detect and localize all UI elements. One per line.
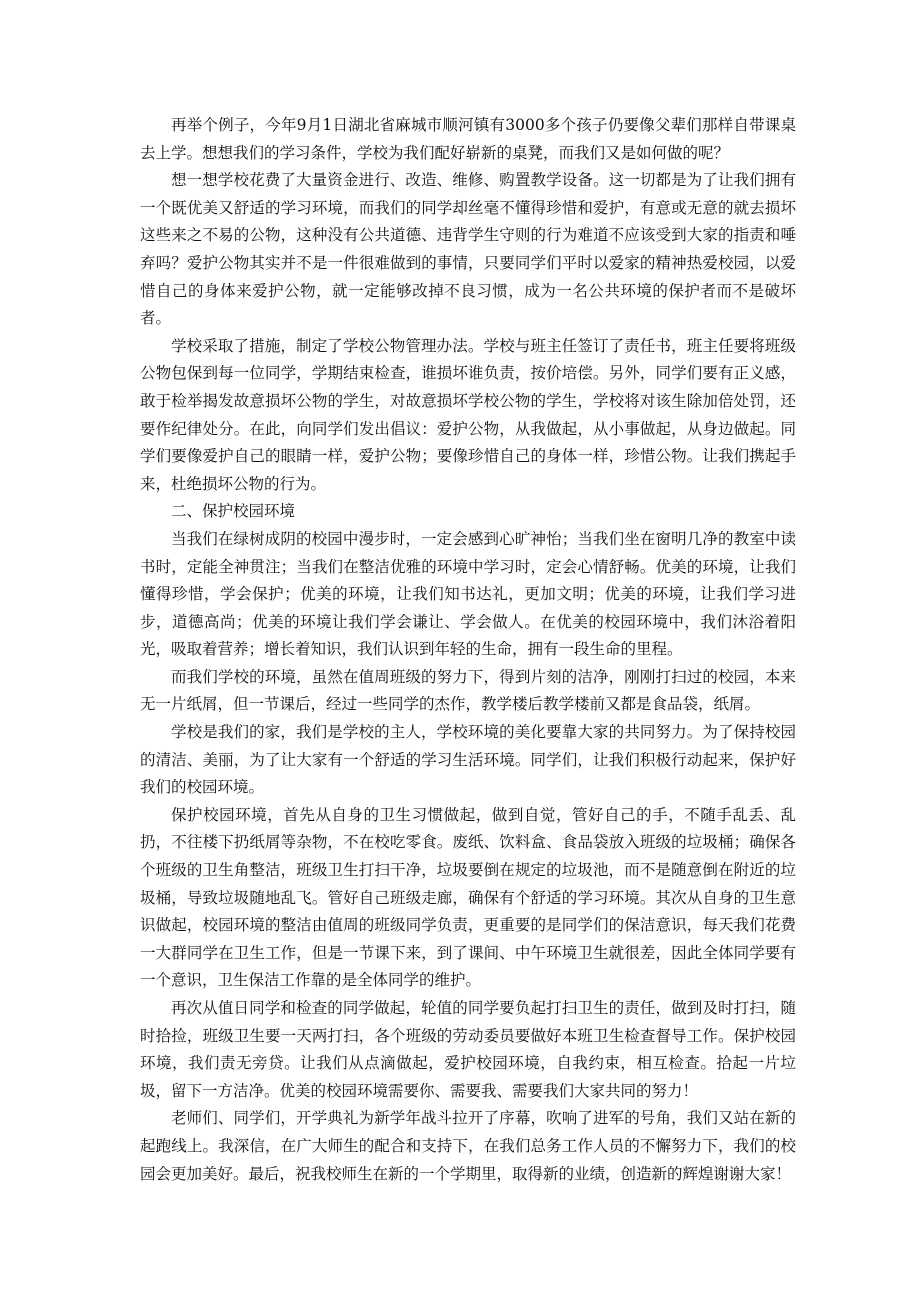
paragraph-hygiene-habits: 保护校园环境，首先从自身的卫生习惯做起，做到自觉，管好自己的手，不随手乱丢、乱扔，不往楼下扔纸屑等杂物，不在校吃零食。废纸、饮料盒、食品袋放入班级的垃圾桶；确保各个班级的卫生角整洁，班级卫生打扫干净，垃圾要倒在规定的垃圾池，而不是随意倒在附近的垃圾桶，导致垃圾随地乱飞。管好自己班级走廊，确保有个舒适的学习环境。其次从自身的卫生意识做起，校园环境的整洁由值周的班级同学负责，更重要的是同学们的保洁意识，每天我们花费一大群同学在卫生工作，但是一节课下来，到了课间、中午环境卫生就很差，因此全体同学要有一个意识，卫生保洁工作靠的是全体同学的维护。: [140, 805, 796, 990]
paragraph-example-desks: 再举个例子，今年9月1日湖北省麻城市顺河镇有3000多个孩子仍要像父辈们那样自带课桌去上学。想想我们的学习条件，学校为我们配好崭新的桌凳，而我们又是如何做的呢？: [140, 116, 796, 162]
paragraph-closing: 老师们、同学们，开学典礼为新学年战斗拉开了序幕，吹响了进军的号角，我们又站在新的起跑线上。我深信，在广大师生的配合和支持下，在我们总务工作人员的不懈努力下，我们的校园会更加美好。最后，祝我校师生在新的一个学期里，取得新的业绩，创造新的辉煌谢谢大家！: [140, 1109, 796, 1183]
paragraph-beautiful-campus: 当我们在绿树成阴的校园中漫步时，一定会感到心旷神怡；当我们坐在窗明几净的教室中读书时，定能全神贯注；当我们在整洁优雅的环境中学习时，定会心情舒畅。优美的环境，让我们懂得珍惜，学会保护；优美的环境，让我们知书达礼，更加文明；优美的环境，让我们学习进步，道德高尚；优美的环境让我们学会谦让、学会做人。在优美的校园环境中，我们沐浴着阳光，吸取着营养；增长着知识，我们认识到年轻的生命，拥有一段生命的里程。: [140, 529, 796, 659]
document-body: [140, 112, 796, 1188]
paragraph-property-rules: 学校采取了措施，制定了学校公物管理办法。学校与班主任签订了责任书，班主任要将班级公物包保到每一位同学，学期结束检查，谁损坏谁负责，按价培偿。另外，同学们要有正义感，敢于检举揭发故意损坏公物的学生，对故意损坏学校公物的学生，学校将对该生除加倍处罚，还要作纪律处分。在此，向同学们发出倡议：爱护公物，从我做起，从小事做起，从身边做起。同学们要像爱护自己的眼睛一样，爱护公物；要像珍惜自己的身体一样，珍惜公物。让我们携起手来，杜绝损坏公物的行为。: [140, 336, 796, 493]
paragraph-school-investment: 想一想学校花费了大量资金进行、改造、维修、购置教学设备。这一切都是为了让我们拥有一个既优美又舒适的学习环境，而我们的同学却丝毫不懂得珍惜和爱护，有意或无意的就去损坏这些来之不易的公物，这种没有公共道德、违背学生守则的行为难道不应该受到大家的指责和唾弃吗？爱护公物其实并不是一件很难做到的事情，只要同学们平时以爱家的精神热爱校园，以爱惜自己的身体来爱护公物，就一定能够改掉不良习惯，成为一名公共环境的保护者而不是破坏者。: [140, 171, 796, 328]
paragraph-duty-students: 再次从值日同学和检查的同学做起，轮值的同学要负起打扫卫生的责任，做到及时打扫，随时拾捡，班级卫生要一天两打扫，各个班级的劳动委员要做好本班卫生检查督导工作。保护校园环境，我们责无旁贷。让我们从点滴做起，爱护校园环境，自我约束，相互检查。拾起一片垃圾，留下一方洁净。优美的校园环境需要你、需要我、需要我们大家共同的努力！: [140, 999, 796, 1100]
paragraph-school-is-home: 学校是我们的家，我们是学校的主人，学校环境的美化要靠大家的共同努力。为了保持校园的清洁、美丽，为了让大家有一个舒适的学习生活环境。同学们，让我们积极行动起来，保护好我们的校园环境。: [140, 723, 796, 797]
paragraph-current-environment: 而我们学校的环境，虽然在值周班级的努力下，得到片刻的洁净，刚刚打扫过的校园，本来无一片纸屑，但一节课后，经过一些同学的杰作，教学楼后教学楼前又都是食品袋，纸屑。: [140, 667, 796, 714]
section-heading-environment: 二、保护校园环境: [171, 502, 296, 521]
